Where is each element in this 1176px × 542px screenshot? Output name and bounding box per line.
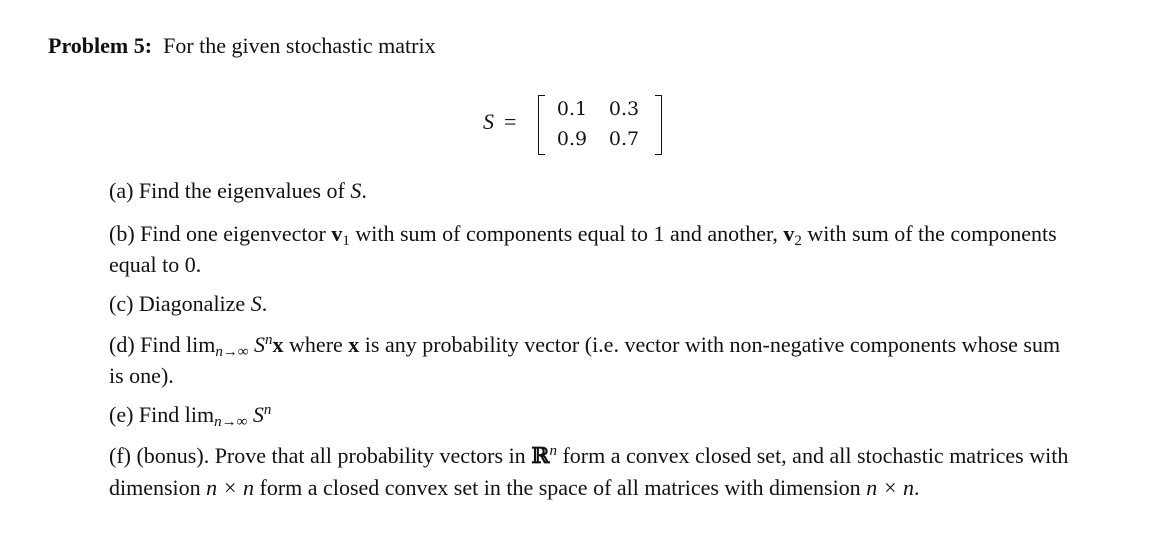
- equals-sign: =: [504, 109, 517, 134]
- left-bracket: [538, 95, 545, 155]
- matrix-variable: S: [483, 109, 494, 134]
- matrix-cell: 0.7: [608, 128, 640, 150]
- matrix-cell: 0.9: [556, 128, 588, 150]
- matrix-cell: 0.1: [556, 98, 588, 120]
- part-f: (f) (bonus). Prove that all probability vectors in ℝ$^n$ form a convex closed set, and all stochastic matrices with dimension n × n form a closed convex set in the space of all matrices with dimension n × n.: [109, 443, 1069, 500]
- right-bracket: [655, 95, 662, 155]
- part-d: (d) Find limn→∞ $S^nx$ where x is any probability vector (i.e. vector with non-negative components whose sum is one).: [109, 332, 1061, 388]
- problem-label: Problem 5:: [48, 33, 153, 58]
- problem-intro: For the given stochastic matrix: [163, 33, 436, 58]
- part-c: (c) Diagonalize S.: [109, 291, 268, 316]
- part-a: (a) Find the eigenvalues of S.: [109, 178, 367, 203]
- matrix-equation: [483, 93, 683, 157]
- matrix-cell: 0.3: [608, 98, 640, 120]
- problem-heading: [48, 33, 436, 59]
- part-e: (e) Find limn→∞ $S^n$: [109, 402, 272, 430]
- part-b: (b) Find one eigenvector v1 with sum of components equal to 1 and another, v2 with sum of the components equal to 0.: [109, 221, 1057, 277]
